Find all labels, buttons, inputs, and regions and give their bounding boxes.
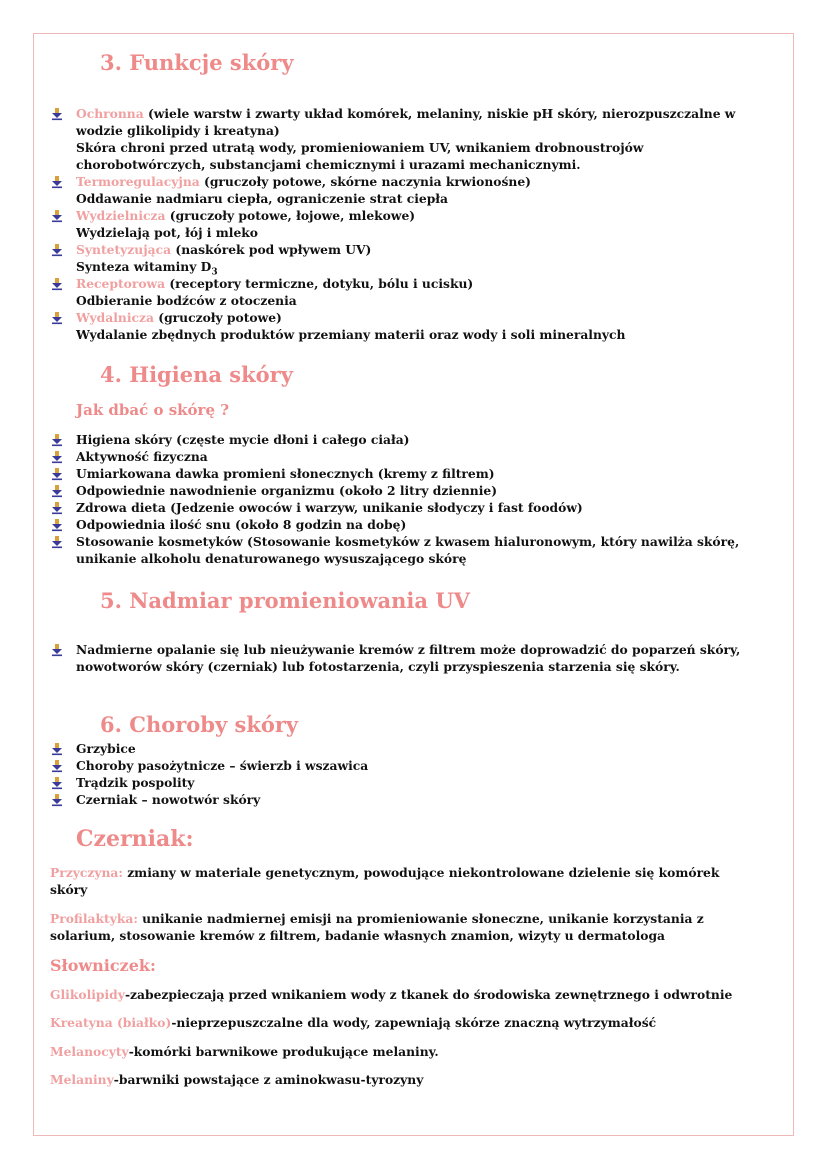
- function-line: wodzie glikolipidy i kreatyna): [76, 123, 280, 138]
- function-term: Receptorowa: [76, 276, 166, 291]
- arrow-bullet-icon: [50, 742, 64, 756]
- function-line: Wydalanie zbędnych produktów przemiany materii oraz wody i soli mineralnych: [76, 327, 626, 342]
- function-line: chorobotwórczych, substancjami chemicznymi i urazami mechanicznymi.: [76, 157, 581, 172]
- function-item-wydalnicza: [76, 309, 282, 326]
- section-6-heading: 6. Choroby skóry: [100, 712, 299, 737]
- glossary-def: -komórki barwnikowe produkujące melaniny.: [128, 1044, 439, 1059]
- function-desc: (gruczoły potowe, skórne naczynia krwionośne): [199, 174, 531, 189]
- arrow-bullet-icon: [50, 518, 64, 532]
- function-line: Wydzielają pot, łój i mleko: [76, 225, 258, 240]
- arrow-bullet-icon: [50, 107, 64, 121]
- czerniak-heading: Czerniak:: [76, 826, 194, 852]
- glossary-def: -barwniki powstające z aminokwasu-tyrozyny: [113, 1072, 424, 1087]
- glossary-heading: Słowniczek:: [50, 956, 156, 975]
- function-item-syntetyzujaca: [76, 241, 371, 258]
- prevention-label: Profilaktyka:: [50, 911, 138, 926]
- disease-item: Choroby pasożytnicze – świerzb i wszawica: [76, 758, 369, 773]
- function-item-receptorowa: [76, 275, 473, 292]
- arrow-bullet-icon: [50, 175, 64, 189]
- function-term: Ochronna: [76, 106, 144, 121]
- function-item-ochronna: [76, 105, 735, 122]
- arrow-bullet-icon: [50, 643, 64, 657]
- function-term: Syntetyzująca: [76, 242, 172, 257]
- disease-item: Trądzik pospolity: [76, 775, 195, 790]
- function-desc: (gruczoły potowe): [153, 310, 282, 325]
- function-line: Skóra chroni przed utratą wody, promieniowaniem UV, wnikaniem drobnoustrojów: [76, 140, 644, 155]
- arrow-bullet-icon: [50, 759, 64, 773]
- prevention-text: unikanie nadmiernej emisji na promieniowanie słoneczne, unikanie korzystania z: [137, 911, 704, 926]
- section-4-subheading: Jak dbać o skórę ?: [76, 401, 230, 419]
- arrow-bullet-icon: [50, 776, 64, 790]
- function-term: Wydalnicza: [76, 310, 154, 325]
- arrow-bullet-icon: [50, 450, 64, 464]
- arrow-bullet-icon: [50, 243, 64, 257]
- cause-text: zmiany w materiale genetycznym, powodujące niekontrolowane dzielenie się komórek: [122, 865, 720, 880]
- section-5-heading: 5. Nadmiar promieniowania UV: [100, 588, 470, 613]
- arrow-bullet-icon: [50, 433, 64, 447]
- cause-text-2: skóry: [50, 882, 88, 897]
- hygiene-item: Odpowiednia ilość snu (około 8 godzin na dobę): [76, 517, 407, 532]
- hygiene-item: Aktywność fizyczna: [76, 449, 208, 464]
- function-line: Oddawanie nadmiaru ciepła, ograniczenie strat ciepła: [76, 191, 449, 206]
- function-term: Termoregulacyjna: [76, 174, 200, 189]
- arrow-bullet-icon: [50, 467, 64, 481]
- arrow-bullet-icon: [50, 535, 64, 549]
- hygiene-item: Stosowanie kosmetyków (Stosowanie kosmetyków z kwasem hialuronowym, który nawilża skórę,: [76, 534, 740, 549]
- glossary-entry: [50, 1014, 775, 1031]
- section-3-heading: 3. Funkcje skóry: [100, 50, 294, 75]
- hygiene-item: Umiarkowana dawka promieni słonecznych (kremy z filtrem): [76, 466, 495, 481]
- czerniak-cause: [50, 864, 775, 898]
- arrow-bullet-icon: [50, 484, 64, 498]
- arrow-bullet-icon: [50, 311, 64, 325]
- arrow-bullet-icon: [50, 793, 64, 807]
- function-desc: (receptory termiczne, dotyku, bólu i ucisku): [165, 276, 474, 291]
- hygiene-item: Higiena skóry (częste mycie dłoni i całego ciała): [76, 432, 410, 447]
- function-desc: (naskórek pod wpływem UV): [171, 242, 372, 257]
- glossary-def: -zabezpieczają przed wnikaniem wody z tkanek do środowiska zewnętrznego i odwrotnie: [124, 987, 733, 1002]
- arrow-bullet-icon: [50, 277, 64, 291]
- glossary-entry: [50, 1071, 775, 1088]
- disease-item: Grzybice: [76, 741, 136, 756]
- glossary-term: Melaniny: [50, 1072, 114, 1087]
- uv-text-line: nowotworów skóry (czerniak) lub fotostarzenia, czyli przyspieszenia starzenia się skóry.: [76, 659, 680, 674]
- czerniak-prevention: [50, 910, 775, 944]
- glossary-term: Kreatyna (białko): [50, 1015, 172, 1030]
- prevention-text-2: solarium, stosowanie kremów z filtrem, badanie własnych znamion, wizyty u dermatologa: [50, 928, 666, 943]
- glossary-def: -nieprzepuszczalne dla wody, zapewniają skórze znaczną wytrzymałość: [171, 1015, 657, 1030]
- hygiene-item-continued: unikanie alkoholu denaturowanego wysuszającego skórę: [76, 551, 467, 566]
- glossary-term: Melanocyty: [50, 1044, 129, 1059]
- function-desc: (gruczoły potowe, łojowe, mlekowe): [165, 208, 416, 223]
- section-4-heading: 4. Higiena skóry: [100, 362, 293, 387]
- vitamin-text: Synteza witaminy D: [76, 259, 212, 274]
- function-desc: (wiele warstw i zwarty układ komórek, melaniny, niskie pH skóry, nierozpuszczalne w: [143, 106, 736, 121]
- hygiene-item: Zdrowa dieta (Jedzenie owoców i warzyw, unikanie słodyczy i fast foodów): [76, 500, 583, 515]
- function-line: Odbieranie bodźców z otoczenia: [76, 293, 297, 308]
- function-item-wydzielnicza: [76, 207, 415, 224]
- glossary-term: Glikolipidy: [50, 987, 125, 1002]
- uv-text-line: Nadmierne opalanie się lub nieużywanie kremów z filtrem może doprowadzić do poparzeń skóry,: [76, 642, 741, 657]
- function-term: Wydzielnicza: [76, 208, 166, 223]
- arrow-bullet-icon: [50, 209, 64, 223]
- arrow-bullet-icon: [50, 501, 64, 515]
- vitamin-subscript: 3: [211, 267, 218, 278]
- disease-item: Czerniak – nowotwór skóry: [76, 792, 261, 807]
- cause-label: Przyczyna:: [50, 865, 123, 880]
- glossary-entry: [50, 986, 775, 1003]
- function-item-termoregulacyjna: [76, 173, 531, 190]
- glossary-entry: [50, 1043, 775, 1060]
- hygiene-item: Odpowiednie nawodnienie organizmu (około 2 litry dziennie): [76, 483, 498, 498]
